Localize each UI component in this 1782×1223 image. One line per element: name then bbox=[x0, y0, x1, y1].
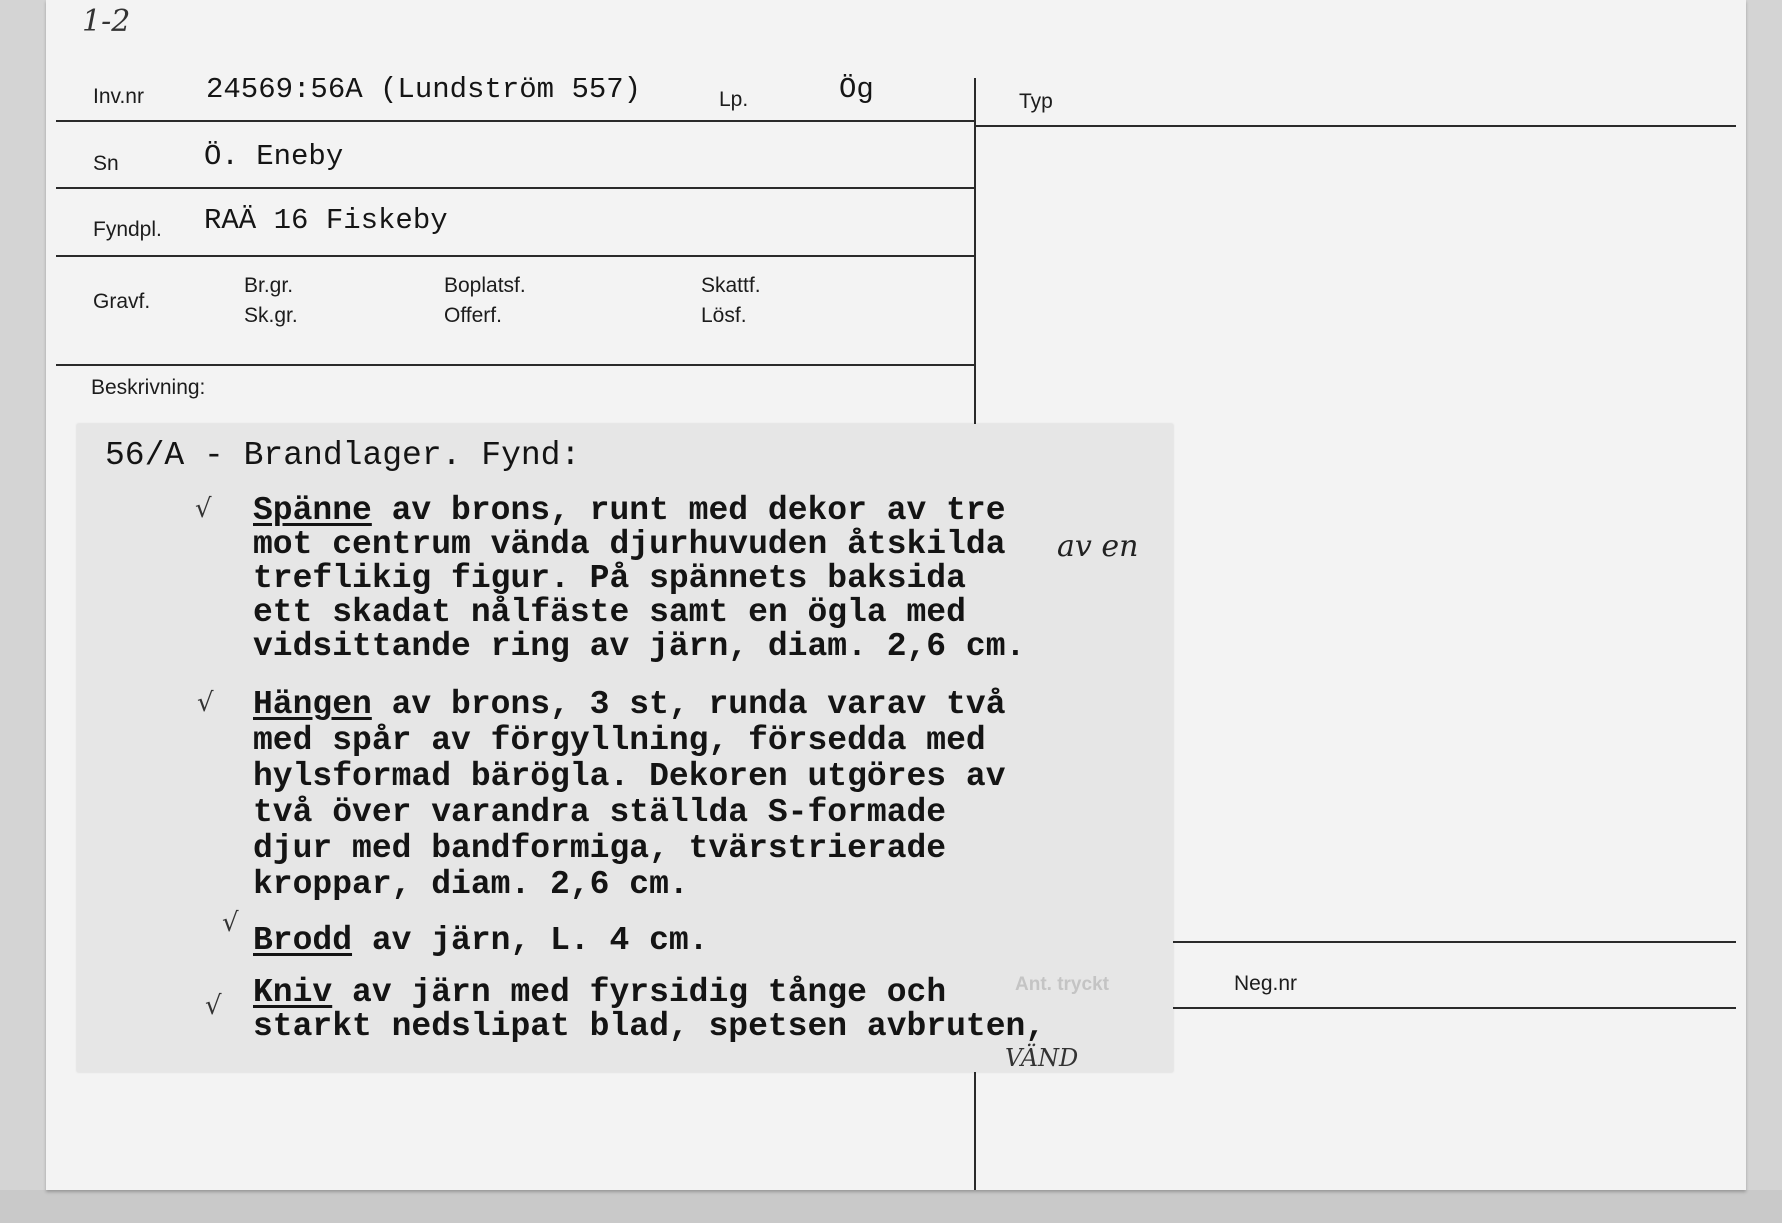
rule-1 bbox=[56, 120, 974, 122]
skattf-label: Skattf. bbox=[701, 274, 761, 297]
losf-label: Lösf. bbox=[701, 304, 747, 327]
lp-label: Lp. bbox=[719, 88, 749, 111]
typ-label: Typ bbox=[1019, 90, 1053, 113]
check-mark-icon: √ bbox=[195, 494, 212, 524]
item-spanne-line-3: treflikig figur. På spännets baksida bbox=[253, 560, 966, 597]
inv-label: Inv.nr bbox=[93, 85, 144, 108]
rule-neg-top bbox=[1173, 941, 1736, 943]
rule-4 bbox=[56, 364, 974, 366]
check-mark-icon: √ bbox=[205, 991, 222, 1021]
turn-note: VÄND bbox=[1005, 1044, 1079, 1072]
term-spanne: Spänne bbox=[253, 492, 372, 529]
item-hangen-line-4: två över varandra ställda S-formade bbox=[253, 794, 947, 831]
description-heading: 56/A - Brandlager. Fynd: bbox=[105, 437, 581, 474]
item-kniv-line-2: starkt nedslipat blad, spetsen avbruten, bbox=[253, 1008, 1046, 1045]
check-mark-icon: √ bbox=[222, 908, 239, 938]
rule-typ bbox=[976, 125, 1736, 127]
offerf-label: Offerf. bbox=[444, 304, 502, 327]
term-brodd: Brodd bbox=[253, 922, 353, 959]
rule-3 bbox=[56, 255, 974, 257]
item-spanne-line-2: mot centrum vända djurhuvuden åtskilda bbox=[253, 526, 1006, 563]
lp-value: Ög bbox=[839, 73, 874, 106]
skgr-label: Sk.gr. bbox=[244, 304, 298, 327]
item-kniv-line-1: Kniv av järn med fyrsidig tånge och bbox=[253, 974, 947, 1011]
item-spanne-line-4: ett skadat nålfäste samt en ögla med bbox=[253, 594, 966, 631]
inv-value: 24569:56A (Lundström 557) bbox=[206, 73, 642, 106]
scan-background bbox=[0, 1190, 1782, 1223]
item-hangen-line-3: hylsformad bärögla. Dekoren utgöres av bbox=[253, 758, 1006, 795]
item-hangen-line-6: kroppar, diam. 2,6 cm. bbox=[253, 866, 689, 903]
sn-label: Sn bbox=[93, 152, 119, 175]
rule-neg-bottom bbox=[1173, 1007, 1736, 1009]
gravf-label: Gravf. bbox=[93, 290, 151, 313]
handwritten-insert: av en bbox=[1057, 529, 1139, 564]
negnr-label: Neg.nr bbox=[1234, 972, 1298, 995]
item-spanne-line-5: vidsittande ring av järn, diam. 2,6 cm. bbox=[253, 628, 1026, 665]
item-spanne-line-1: Spänne av brons, runt med dekor av tre bbox=[253, 492, 1006, 529]
item-hangen-line-2: med spår av förgyllning, försedda med bbox=[253, 722, 986, 759]
fyndpl-label: Fyndpl. bbox=[93, 218, 162, 241]
item-hangen-line-5: djur med bandformiga, tvärstrierade bbox=[253, 830, 947, 867]
faint-stamp: Ant. tryckt bbox=[1015, 974, 1109, 995]
check-mark-icon: √ bbox=[197, 688, 214, 718]
rule-2 bbox=[56, 187, 974, 189]
corner-note: 1-2 bbox=[82, 4, 131, 39]
term-kniv: Kniv bbox=[253, 974, 333, 1011]
fyndpl-value: RAÄ 16 Fiskeby bbox=[204, 204, 448, 237]
item-brodd-line-1: Brodd av järn, L. 4 cm. bbox=[253, 922, 709, 959]
brgr-label: Br.gr. bbox=[244, 274, 294, 297]
term-hangen: Hängen bbox=[253, 686, 372, 723]
item-hangen-line-1: Hängen av brons, 3 st, runda varav två bbox=[253, 686, 1006, 723]
sn-value: Ö. Eneby bbox=[204, 140, 344, 173]
description-slip bbox=[77, 424, 1173, 1072]
boplatsf-label: Boplatsf. bbox=[444, 274, 526, 297]
beskrivning-label: Beskrivning: bbox=[91, 376, 206, 399]
